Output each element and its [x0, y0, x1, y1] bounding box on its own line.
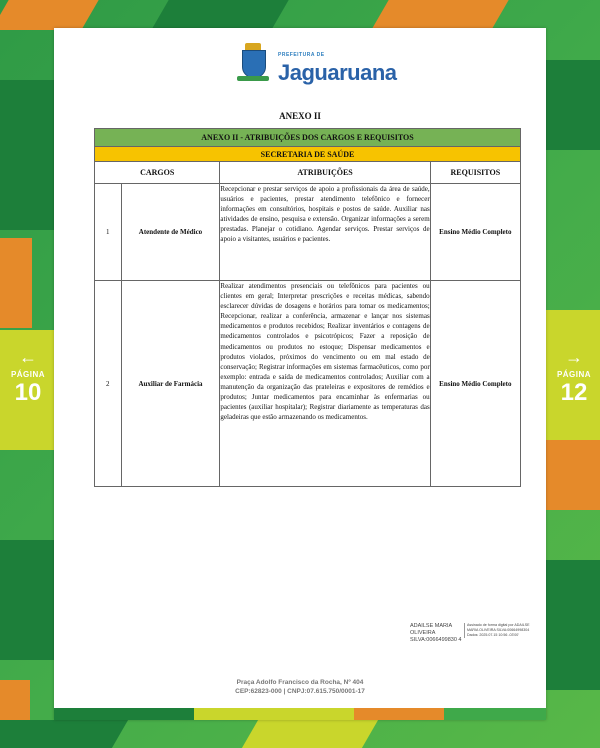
header-cargos: CARGOS: [95, 162, 220, 184]
decor-stripe: [0, 0, 99, 30]
document-page: [54, 28, 546, 720]
row-requisito: Ensino Médio Completo: [430, 281, 520, 487]
decor-stripe: [546, 440, 600, 510]
row-cargo: Auxiliar de Farmácia: [121, 281, 220, 487]
decor-stripe: [0, 540, 54, 660]
table-title: ANEXO II - ATRIBUIÇÕES DOS CARGOS E REQUISITOS: [95, 129, 521, 147]
logo-subtitle: PREFEITURA DE: [278, 52, 325, 58]
table-row: [95, 184, 521, 281]
decor-stripe: [151, 0, 288, 30]
decor-stripe: [546, 60, 600, 150]
footer-address-block: [54, 678, 546, 696]
next-page-number: 12: [560, 379, 588, 406]
row-requisito: Ensino Médio Completo: [430, 184, 520, 281]
footer-address: Praça Adolfo Francisco da Rocha, Nº 404: [236, 679, 364, 686]
row-cargo: Atendente de Médico: [121, 184, 220, 281]
signature-info: Assinado de forma digital por ADAILSE MARIA OLIVEIRA SILVA:00664998304 Dados: 2025.07.15 10:56 -03'00': [464, 623, 537, 638]
coat-of-arms-icon: [234, 40, 272, 96]
table-row: [95, 281, 521, 487]
decor-stripe: [0, 238, 32, 328]
signature-name: ADAILSE MARIA OLIVEIRA SILVA:0066499830 4: [410, 623, 462, 643]
row-atribuicoes: Realizar atendimentos presenciais ou telefônicos para pacientes ou clientes em geral; Interpretar prescrições e receitas médicas, sabendo esclarecer dúvidas de dosagens e horários para tomar os medicamentos; Recepcionar, realizar a conferência, armazenar e lançar nos sistemas medicamentos e produtos recebidos; Realizar inventários e contagens de medicamentos controlados e psicotrópicos; Fazer a reposição de medicamentos ou produtos no estoque; Dispensar medicamentos e produtos violados, próximos do vencimento ou em mal estado de conservação; Registrar informações em sistemas farmacêuticos, como por exemplo: entrada e saída de medicamentos controlados; Auxiliar com a manutenção da organização das prateleiras e expositores de remédios e produtos; Juntar medicamentos para encaminhar às enfermarias ou pacientes (auxiliar hospitalar); Registrar diariamente as temperaturas das geladeiras que estão armazenando os medicamentos.: [220, 281, 430, 487]
prefeitura-logo: [234, 40, 397, 100]
decor-stripe: [546, 560, 600, 690]
logo-title: Jaguaruana: [278, 60, 397, 85]
row-number: 1: [95, 184, 122, 281]
decor-stripe: [371, 0, 508, 30]
previous-page-button[interactable]: [2, 348, 54, 405]
next-page-button[interactable]: [548, 348, 600, 405]
prev-page-number: 10: [14, 379, 42, 406]
header-atribuicoes: ATRIBUIÇÕES: [220, 162, 430, 184]
next-page-label: PÁGINA: [556, 370, 592, 379]
decor-stripe: [242, 720, 378, 748]
row-atribuicoes: Recepcionar e prestar serviços de apoio a profissionais da área de saúde, usuários e pacientes, prestar atendimento telefônico e fornecer informações em consultórios, hospitais e postos de saúde. Auxiliar nas atividades de ensino, pesquisa e extensão. Organizar informações a serem prestadas. Planejar o cotidiano. Agendar serviços. Prestar serviços de apoio a visitantes, usuários e pacientes.: [220, 184, 430, 281]
attributions-table: [94, 128, 521, 487]
footer-cep-cnpj: CEP:62823-000 | CNPJ:07.615.750/0001-17: [235, 688, 365, 695]
table-section: SECRETARIA DE SAÚDE: [95, 147, 521, 162]
decor-stripe: [0, 80, 54, 230]
footer-color-bar: [54, 704, 546, 720]
arrow-right-icon: →: [565, 347, 583, 367]
row-number: 2: [95, 281, 122, 487]
digital-signature: [410, 623, 538, 661]
document-title: ANEXO II: [279, 111, 321, 121]
header-requisitos: REQUISITOS: [430, 162, 520, 184]
arrow-left-icon: ←: [19, 347, 37, 367]
decor-stripe: [0, 720, 128, 748]
prev-page-label: PÁGINA: [10, 370, 46, 379]
